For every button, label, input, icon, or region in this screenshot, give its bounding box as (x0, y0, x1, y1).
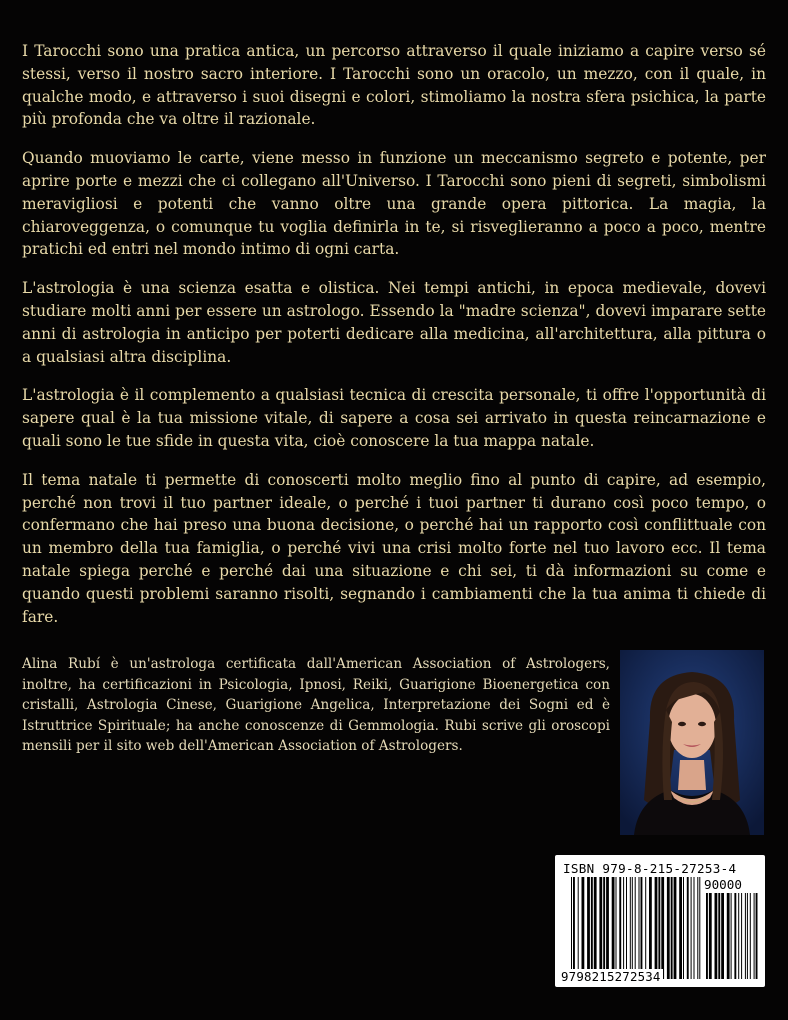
author-photo (620, 650, 764, 835)
isbn-barcode (555, 855, 765, 987)
author-bio: Alina Rubí è un'astrologa certificata dall'American Association of Astrologers, inoltre, ha certificazioni in Psicologia, Ipnosi, Reiki, Guarigione Bioenergetica con cristalli, Astrologia Cinese, Guarigione Angelica, Interpretazione dei Sogni ed è Istruttrice Spirituale; ha anche conoscenze di Gemmologia. Rubi scrive gli oroscopi mensili per il sito web dell'American Association of Astrologers. (22, 656, 610, 755)
barcode-bars (555, 855, 765, 987)
ean-digits: 9798215272534 (561, 969, 661, 984)
paragraph-astrology-growth: L'astrologia è il complemento a qualsiasi tecnica di crescita personale, ti offre l'opportunità di sapere qual è la tua missione vitale, di sapere a cosa sei arrivato in questa reincarnazione e quali sono le tue sfide in questa vita, cioè conoscere la tua mappa natale. (22, 386, 766, 450)
paragraph-tarot-intro: I Tarocchi sono una pratica antica, un percorso attraverso il quale iniziamo a capire verso sé stessi, verso il nostro sacro interiore. I Tarocchi sono un oracolo, un mezzo, con il quale, in qualche modo, e attraverso i suoi disegni e colori, stimoliamo la nostra sfera psichica, la parte più profonda che va oltre il razionale. (22, 42, 766, 129)
paragraph-tarot-cards: Quando muoviamo le carte, viene messo in funzione un meccanismo segreto e potente, per aprire porte e mezzi che ci collegano all'Universo. I Tarocchi sono pieni di segreti, simbolismi meravigliosi e potenti che vanno oltre una grande opera pittorica. La magia, la chiaroveggenza, o comunque tu voglia definirla in te, si risveglieranno a poco a poco, mentre pratichi ed entri nel mondo intimo di ogni carta. (22, 149, 766, 259)
paragraph-natal-chart: Il tema natale ti permette di conoscerti molto meglio fino al punto di capire, ad esempio, perché non trovi il tuo partner ideale, o perché i tuoi partner ti durano così poco tempo, o confermano che hai preso una buona decisione, o perché hai un rapporto così conflittuale con un membro della tua famiglia, o perché vivi una crisi molto forte nel tuo lavoro ecc. Il tema natale spiega perché e perché dai una situazione e chi sei, ti dà informazioni su come e quando questi problemi saranno risolti, segnando i cambiamenti che la tua anima ti chiede di fare. (22, 470, 766, 626)
author-portrait-icon (620, 650, 764, 835)
isbn-label: ISBN 979-8-215-27253-4 (563, 861, 737, 876)
paragraph-astrology-science: L'astrologia è una scienza esatta e olistica. Nei tempi antichi, in epoca medievale, dovevi studiare molti anni per essere un astrologo. Essendo la "madre scienza", dovevi imparare sette anni di astrologia in anticipo per poterti dedicare alla medicina, all'architettura, alla pittura o a qualsiasi altra disciplina. (22, 279, 766, 366)
price-code: 90000 (704, 877, 742, 892)
back-cover-text (22, 40, 766, 644)
